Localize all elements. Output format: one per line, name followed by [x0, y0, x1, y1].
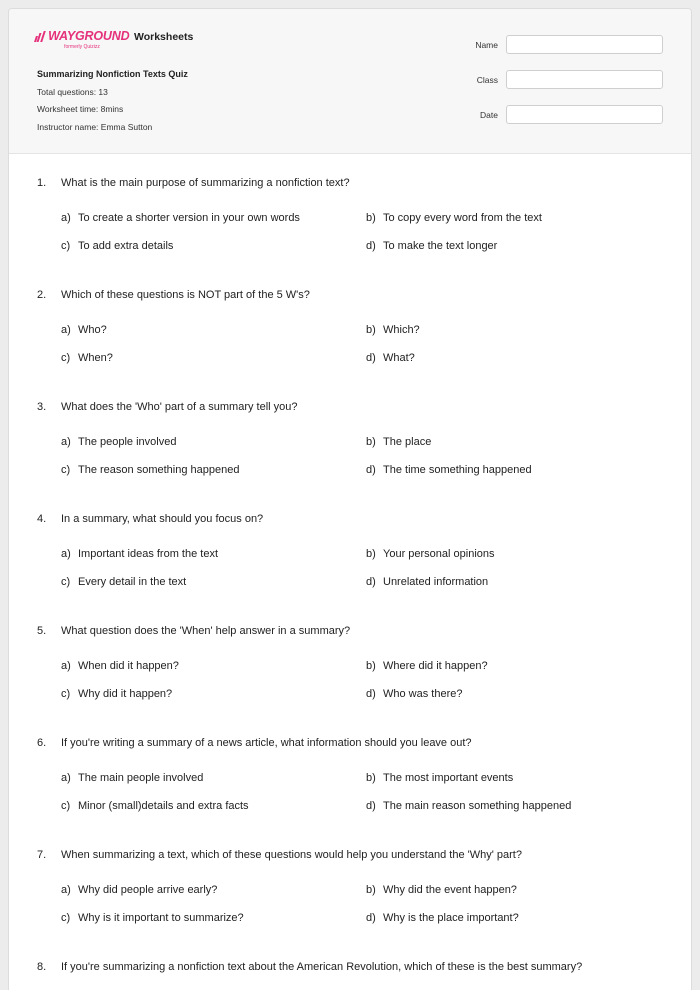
option-c[interactable]: [61, 352, 113, 364]
option-letter: d): [366, 464, 376, 476]
option-letter: d): [366, 240, 376, 252]
option-letter: c): [61, 912, 71, 924]
option-letter: d): [366, 352, 376, 364]
question-text: [37, 849, 522, 861]
question-1: [9, 153, 691, 265]
option-c[interactable]: [61, 688, 172, 700]
option-text: Minor (small)details and extra facts: [78, 800, 249, 812]
option-c[interactable]: [61, 912, 244, 924]
option-a[interactable]: [61, 212, 300, 224]
total-questions: Total questions: 13: [37, 86, 108, 97]
date-row: [475, 104, 663, 125]
option-text: To add extra details: [78, 240, 174, 252]
option-a[interactable]: [61, 884, 217, 896]
option-letter: c): [61, 464, 71, 476]
question-number: 4.: [37, 513, 47, 525]
option-a[interactable]: [61, 436, 176, 448]
option-c[interactable]: [61, 576, 186, 588]
option-letter: c): [61, 576, 71, 588]
option-letter: a): [61, 436, 71, 448]
question-text: [37, 401, 298, 413]
option-d[interactable]: [366, 688, 462, 700]
option-text: The main people involved: [78, 772, 204, 784]
option-text: Why did the event happen?: [383, 884, 517, 896]
option-text: To create a shorter version in your own words: [78, 212, 300, 224]
option-text: When did it happen?: [78, 660, 179, 672]
worksheet-page: [8, 8, 692, 990]
option-letter: c): [61, 240, 71, 252]
option-b[interactable]: [366, 436, 431, 448]
option-text: The time something happened: [383, 464, 532, 476]
option-text: Who was there?: [383, 688, 463, 700]
option-d[interactable]: [366, 912, 519, 924]
logo-mark-icon: [35, 31, 46, 42]
quiz-title: Summarizing Nonfiction Texts Quiz: [37, 69, 188, 79]
instructor-name: Instructor name: Emma Sutton: [37, 121, 153, 132]
wayground-logo: [36, 29, 128, 50]
question-number: 2.: [37, 289, 47, 301]
name-label: Name: [475, 39, 498, 50]
class-field[interactable]: [506, 70, 663, 89]
logo-subtext: formerly Quizizz: [64, 44, 100, 50]
option-letter: b): [366, 436, 376, 448]
option-letter: a): [61, 884, 71, 896]
question-prompt: Which of these questions is NOT part of the 5 W's?: [61, 289, 310, 301]
option-text: Why is the place important?: [383, 912, 519, 924]
question-4: [9, 489, 691, 601]
option-b[interactable]: [366, 324, 420, 336]
option-text: Which?: [383, 324, 420, 336]
option-text: The people involved: [78, 436, 177, 448]
option-d[interactable]: [366, 800, 571, 812]
option-text: When?: [78, 352, 113, 364]
question-prompt: If you're writing a summary of a news article, what information should you leave out?: [61, 737, 472, 749]
option-b[interactable]: [366, 884, 517, 896]
date-label: Date: [480, 109, 498, 120]
question-prompt: What question does the 'When' help answer in a summary?: [61, 625, 351, 637]
class-label: Class: [476, 74, 498, 85]
option-b[interactable]: [366, 548, 495, 560]
question-number: 7.: [37, 849, 47, 861]
quiz-meta: [37, 66, 188, 136]
option-text: Unrelated information: [383, 576, 489, 588]
option-letter: b): [366, 212, 376, 224]
option-letter: d): [366, 576, 376, 588]
date-field[interactable]: [506, 105, 663, 124]
option-b[interactable]: [366, 772, 513, 784]
option-text: Where did it happen?: [383, 660, 488, 672]
name-row: [475, 34, 663, 55]
question-2: [9, 265, 691, 377]
option-a[interactable]: [61, 660, 179, 672]
option-c[interactable]: [61, 800, 249, 812]
question-number: 3.: [37, 401, 47, 413]
question-text: [37, 737, 472, 749]
option-d[interactable]: [366, 240, 497, 252]
option-text: The reason something happened: [78, 464, 240, 476]
option-letter: c): [61, 800, 71, 812]
option-letter: d): [366, 688, 376, 700]
student-fields: [475, 34, 663, 139]
question-number: 8.: [37, 961, 47, 973]
option-letter: b): [366, 772, 376, 784]
option-c[interactable]: [61, 240, 173, 252]
option-letter: a): [61, 212, 71, 224]
class-row: [475, 69, 663, 90]
option-b[interactable]: [366, 212, 542, 224]
option-text: Why is it important to summarize?: [78, 912, 244, 924]
option-letter: c): [61, 352, 71, 364]
question-6: [9, 713, 691, 825]
question-prompt: If you're summarizing a nonfiction text about the American Revolution, which of these is the best summary?: [61, 961, 583, 973]
option-letter: b): [366, 660, 376, 672]
option-letter: c): [61, 688, 71, 700]
question-text: [37, 961, 582, 973]
option-text: To copy every word from the text: [383, 212, 542, 224]
option-letter: a): [61, 324, 71, 336]
option-letter: a): [61, 548, 71, 560]
option-text: The most important events: [383, 772, 514, 784]
worksheet-time: Worksheet time: 8mins: [37, 104, 124, 114]
question-7: [9, 825, 691, 937]
option-text: The place: [383, 436, 432, 448]
option-letter: a): [61, 772, 71, 784]
option-b[interactable]: [366, 660, 488, 672]
question-3: [9, 377, 691, 489]
app-name: Worksheets: [134, 31, 194, 43]
question-5: [9, 601, 691, 713]
brand: [36, 29, 193, 50]
question-number: 1.: [37, 177, 47, 189]
option-d[interactable]: [366, 576, 488, 588]
option-text: Important ideas from the text: [78, 548, 219, 560]
option-text: The main reason something happened: [383, 800, 572, 812]
option-text: Why did people arrive early?: [78, 884, 218, 896]
question-number: 6.: [37, 737, 47, 749]
question-prompt: In a summary, what should you focus on?: [61, 513, 264, 525]
option-text: Who?: [78, 324, 107, 336]
question-8: [9, 937, 691, 990]
option-letter: a): [61, 660, 71, 672]
logo-text: WAYGROUND: [48, 29, 130, 43]
question-prompt: What does the 'Who' part of a summary tell you?: [61, 401, 298, 413]
option-letter: d): [366, 800, 376, 812]
option-letter: b): [366, 324, 376, 336]
option-text: What?: [383, 352, 415, 364]
question-text: [37, 625, 350, 637]
option-a[interactable]: [61, 772, 203, 784]
question-prompt: What is the main purpose of summarizing a nonfiction text?: [61, 177, 350, 189]
name-field[interactable]: [506, 35, 663, 54]
option-d[interactable]: [366, 352, 415, 364]
option-letter: b): [366, 548, 376, 560]
option-d[interactable]: [366, 464, 532, 476]
option-text: Why did it happen?: [78, 688, 173, 700]
question-number: 5.: [37, 625, 47, 637]
question-text: [37, 177, 350, 189]
option-text: To make the text longer: [383, 240, 498, 252]
option-a[interactable]: [61, 548, 218, 560]
question-prompt: When summarizing a text, which of these questions would help you understand the 'Why' part?: [61, 849, 522, 861]
option-letter: b): [366, 884, 376, 896]
worksheet-header: [9, 9, 691, 154]
question-text: [37, 289, 310, 301]
option-c[interactable]: [61, 464, 239, 476]
option-a[interactable]: [61, 324, 107, 336]
option-text: Every detail in the text: [78, 576, 187, 588]
question-text: [37, 513, 263, 525]
option-letter: d): [366, 912, 376, 924]
option-text: Your personal opinions: [383, 548, 495, 560]
